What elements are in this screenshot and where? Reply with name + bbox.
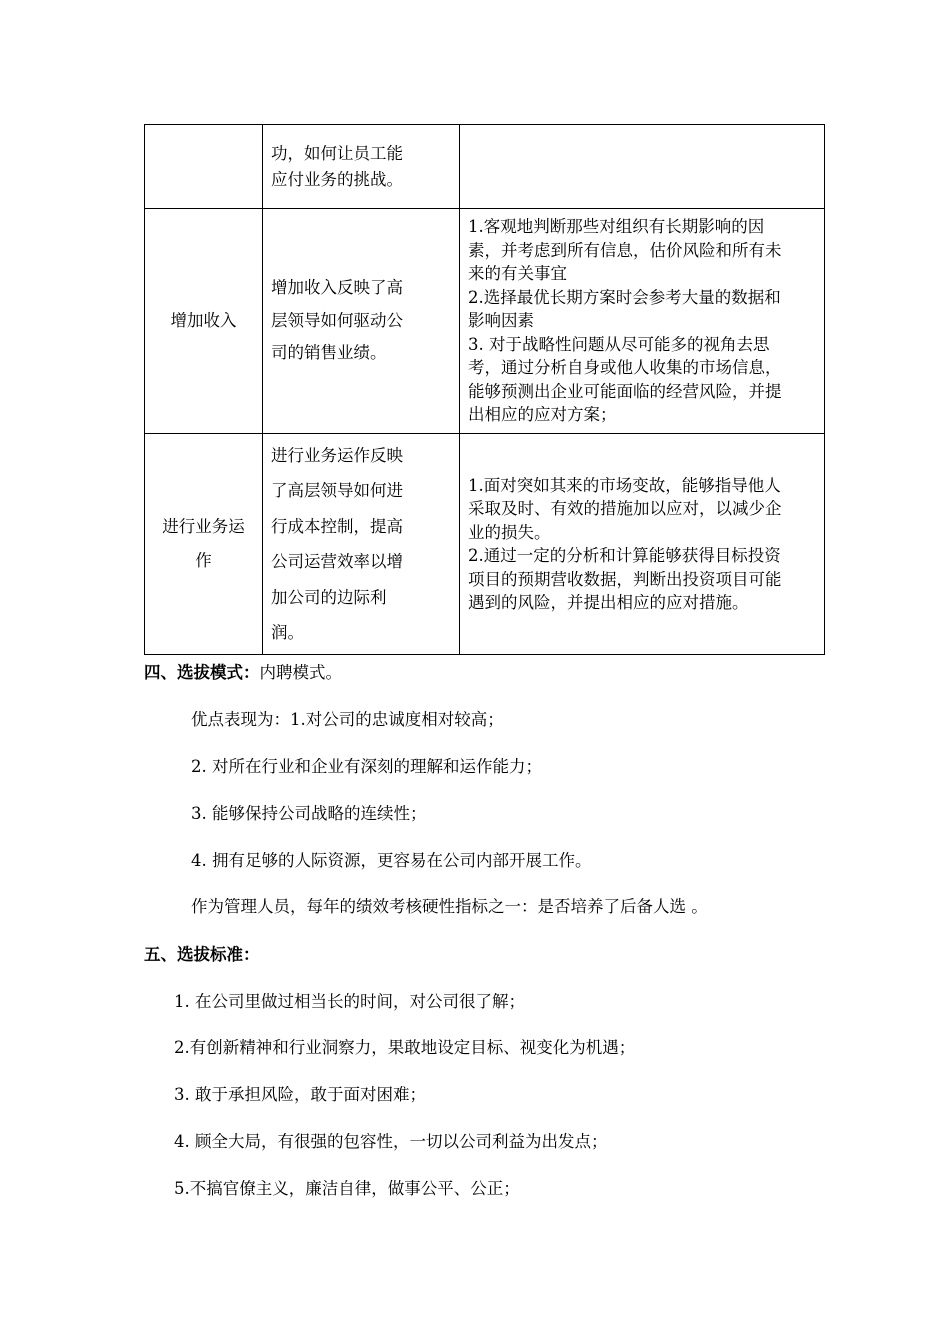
cell-line: 素，并考虑到所有信息，估价风险和所有未 bbox=[468, 240, 782, 260]
cell-line: 遇到的风险，并提出相应的应对措施。 bbox=[468, 593, 749, 612]
cell-line: 增加收入 bbox=[170, 311, 237, 331]
standard-item: 1. 在公司里做过相当长的时间，对公司很了解； bbox=[174, 992, 525, 1011]
competency-table bbox=[144, 124, 825, 655]
selection-mode: 内聘模式。 bbox=[259, 663, 342, 682]
cell-line: 采取及时、有效的措施加以应对，以减少企 bbox=[468, 499, 782, 518]
cell-line: 应付业务的挑战。 bbox=[271, 169, 403, 189]
cell-line: 3. 对于战略性问题从尽可能多的视角去思 bbox=[468, 334, 770, 354]
cell-line: 行成本控制，提高 bbox=[271, 516, 403, 536]
behavior-cell bbox=[460, 209, 825, 434]
definition-cell bbox=[263, 125, 460, 209]
cell-line: 影响因素 bbox=[468, 311, 534, 331]
table-row bbox=[145, 434, 825, 655]
dimension-cell bbox=[145, 434, 263, 655]
definition-cell bbox=[263, 434, 460, 655]
cell-line: 1.面对突如其来的市场变故，能够指导他人 bbox=[468, 475, 781, 495]
cell-line: 2.通过一定的分析和计算能够获得目标投资 bbox=[468, 546, 781, 565]
cell-line: 加公司的边际利 bbox=[271, 587, 387, 607]
table-row bbox=[145, 209, 825, 434]
cell-line: 项目的预期营收数据，判断出投资项目可能 bbox=[468, 569, 782, 589]
standard-item: 5.不搞官僚主义，廉洁自律，做事公平、公正； bbox=[174, 1179, 520, 1198]
cell-line: 进行业务运作反映 bbox=[271, 445, 403, 465]
cell-line: 2.选择最优长期方案时会参考大量的数据和 bbox=[468, 287, 781, 307]
definition-cell bbox=[263, 209, 460, 434]
section4-heading-line bbox=[144, 659, 342, 683]
cell-line: 层领导如何驱动公 bbox=[271, 310, 403, 330]
cell-line: 出相应的应对方案； bbox=[468, 405, 617, 425]
section4-heading: 四、选拔模式： bbox=[144, 663, 260, 682]
standard-item: 3. 敢于承担风险，敢于面对困难； bbox=[174, 1085, 426, 1104]
behavior-cell bbox=[460, 125, 825, 209]
cell-line: 增加收入反映了高 bbox=[271, 278, 403, 298]
cell-line: 业的损失。 bbox=[468, 522, 551, 542]
advantage-item: 优点表现为：1.对公司的忠诚度相对较高； bbox=[191, 710, 504, 729]
cell-line: 能够预测出企业可能面临的经营风险，并提 bbox=[468, 381, 782, 401]
behavior-cell bbox=[460, 434, 825, 655]
standard-item: 4. 顾全大局，有很强的包容性，一切以公司利益为出发点； bbox=[174, 1132, 608, 1151]
cell-line: 1.客观地判断那些对组织有长期影响的因 bbox=[468, 217, 765, 237]
advantage-item: 4. 拥有足够的人际资源，更容易在公司内部开展工作。 bbox=[191, 851, 592, 870]
advantage-item: 2. 对所在行业和企业有深刻的理解和运作能力； bbox=[191, 757, 542, 776]
cell-line: 功，如何让员工能 bbox=[271, 143, 403, 163]
advantage-item: 3. 能够保持公司战略的连续性； bbox=[191, 804, 427, 823]
cell-line: 作 bbox=[195, 551, 212, 570]
cell-line: 公司运营效率以增 bbox=[271, 552, 403, 571]
section5-heading: 五、选拔标准： bbox=[144, 945, 260, 964]
cell-line: 了高层领导如何进 bbox=[271, 481, 403, 500]
cell-line: 润。 bbox=[271, 623, 304, 642]
table-row bbox=[145, 125, 825, 209]
section4-note: 作为管理人员，每年的绩效考核硬性指标之一：是否培养了后备人选 。 bbox=[191, 897, 708, 916]
dimension-cell bbox=[145, 125, 263, 209]
cell-line: 进行业务运 bbox=[162, 517, 245, 536]
cell-line: 考，通过分析自身或他人收集的市场信息， bbox=[468, 358, 782, 378]
dimension-cell bbox=[145, 209, 263, 434]
standard-item: 2.有创新精神和行业洞察力，果敢地设定目标、视变化为机遇； bbox=[174, 1038, 636, 1057]
cell-line: 司的销售业绩。 bbox=[271, 343, 387, 363]
cell-line: 来的有关事宜 bbox=[468, 264, 567, 284]
